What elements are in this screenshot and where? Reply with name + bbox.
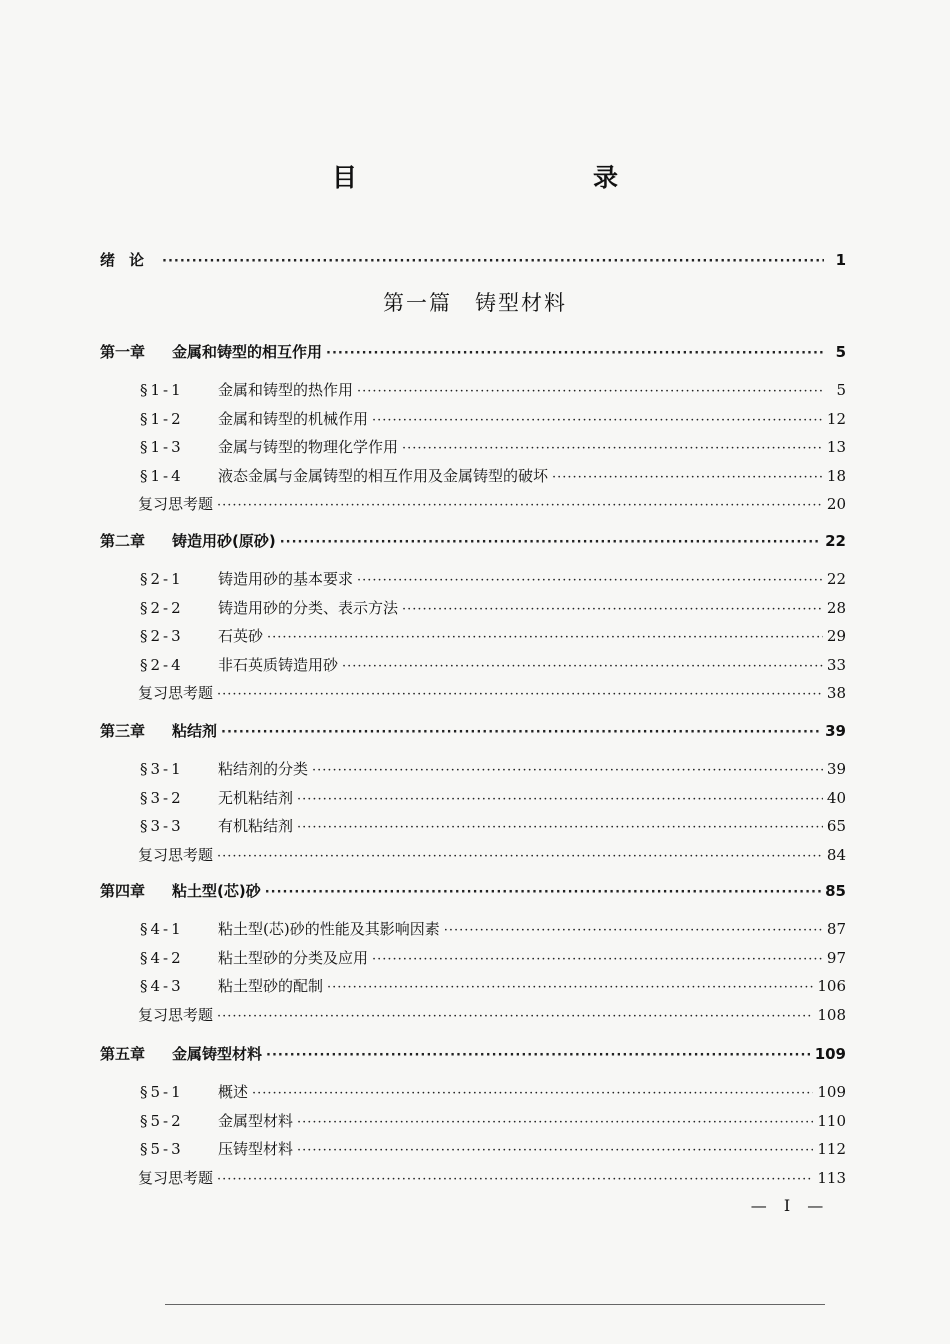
leader-dots (342, 656, 823, 678)
leader-dots (357, 381, 824, 403)
toc-intro-page: 1 (835, 251, 846, 269)
section-title: 有机粘结剂 (218, 817, 294, 835)
section-title: 压铸型材料 (218, 1140, 294, 1158)
section-title: 粘土型砂的分类及应用 (218, 948, 369, 967)
toc-chapter-row (100, 1043, 846, 1065)
section-page: 13 (826, 438, 846, 456)
leader-dots (217, 495, 823, 517)
toc-section-row (140, 379, 846, 401)
toc-review-row (138, 682, 846, 704)
leader-dots (357, 570, 823, 592)
toc-section-row (140, 597, 846, 619)
leader-dots (217, 1169, 813, 1191)
chapter-number: 第二章 (100, 532, 146, 550)
leader-dots (444, 920, 823, 942)
section-number: §1-2 (140, 409, 184, 428)
review-title: 复习思考题 (138, 684, 214, 702)
leader-dots (280, 532, 821, 554)
chapter-title: 金属和铸型的相互作用 (172, 343, 323, 361)
toc-section-row (140, 568, 846, 590)
toc-section-row (140, 918, 846, 940)
section-page: 112 (817, 1140, 846, 1158)
section-page: 110 (817, 1111, 846, 1130)
leader-dots (267, 627, 823, 649)
part-heading: 第一篇 铸型材料 (383, 291, 567, 315)
section-number: §3-3 (140, 817, 184, 835)
section-title: 金属与铸型的物理化学作用 (218, 438, 399, 456)
chapter-number: 第四章 (100, 882, 146, 900)
section-title: 石英砂 (218, 627, 264, 645)
section-page: 22 (826, 570, 846, 588)
section-page: 29 (826, 627, 846, 645)
section-page: 39 (826, 760, 846, 778)
toc-chapter-row (100, 720, 846, 742)
leader-dots (265, 882, 821, 904)
section-number: §2-1 (140, 570, 184, 588)
leader-dots (326, 343, 824, 365)
section-title: 粘土型(芯)砂的性能及其影响因素 (218, 920, 440, 938)
leader-dots (217, 1006, 813, 1028)
leader-dots (221, 722, 821, 744)
section-number: §5-2 (140, 1111, 184, 1130)
section-number: §1-1 (140, 381, 184, 399)
section-page: 18 (826, 466, 846, 485)
review-title: 复习思考题 (138, 845, 214, 864)
section-title: 概述 (218, 1083, 249, 1101)
leader-dots (327, 977, 813, 999)
section-page: 109 (817, 1083, 846, 1101)
toc-review-row (138, 1004, 846, 1026)
leader-dots (252, 1083, 813, 1105)
leader-dots (297, 1112, 813, 1134)
review-page: 108 (817, 1005, 846, 1024)
chapter-page: 85 (825, 882, 846, 900)
toc-review-row (138, 1167, 846, 1189)
toc-review-row (138, 493, 846, 515)
section-number: §4-3 (140, 977, 184, 995)
section-title: 非石英质铸造用砂 (218, 655, 339, 674)
section-title: 铸造用砂的基本要求 (218, 570, 354, 588)
chapter-page: 5 (835, 343, 846, 361)
section-number: §3-1 (140, 760, 184, 778)
toc-section-row (140, 1081, 846, 1103)
toc-section-row (140, 465, 846, 487)
review-title: 复习思考题 (138, 495, 214, 513)
leader-dots (266, 1045, 811, 1067)
page-title: 目 录 (331, 163, 680, 192)
chapter-number: 第一章 (100, 343, 146, 361)
chapter-page: 22 (825, 532, 846, 550)
leader-dots (217, 684, 823, 706)
section-page: 40 (826, 788, 846, 807)
section-number: §5-1 (140, 1083, 184, 1101)
toc-chapter-row (100, 341, 846, 363)
toc-intro-label: 绪论 (100, 251, 159, 269)
review-page: 38 (826, 684, 846, 702)
toc-section-row (140, 758, 846, 780)
toc-section-row (140, 947, 846, 969)
section-page: 65 (826, 817, 846, 835)
review-page: 84 (826, 845, 846, 864)
section-number: §4-2 (140, 948, 184, 967)
toc-chapter-row (100, 530, 846, 552)
section-page: 106 (817, 977, 846, 995)
section-title: 无机粘结剂 (218, 788, 294, 807)
section-number: §5-3 (140, 1140, 184, 1158)
leader-dots (297, 789, 823, 811)
leader-dots (297, 817, 823, 839)
review-title: 复习思考题 (138, 1168, 214, 1187)
chapter-page: 109 (814, 1045, 846, 1063)
toc-section-row (140, 787, 846, 809)
toc-section-row (140, 1138, 846, 1160)
section-page: 12 (826, 409, 846, 428)
toc-section-row (140, 975, 846, 997)
leader-dots (217, 846, 823, 868)
section-number: §2-3 (140, 627, 184, 645)
section-number: §4-1 (140, 920, 184, 938)
section-page: 28 (826, 598, 846, 617)
section-title: 粘结剂的分类 (218, 760, 309, 778)
section-page: 97 (826, 948, 846, 967)
section-title: 金属和铸型的机械作用 (218, 409, 369, 428)
chapter-title: 粘土型(芯)砂 (172, 882, 261, 900)
leader-dots (312, 760, 823, 782)
page-footer: — I — (750, 1196, 830, 1215)
section-page: 87 (826, 920, 846, 938)
review-title: 复习思考题 (138, 1005, 214, 1024)
toc-section-row (140, 408, 846, 430)
review-page: 113 (817, 1168, 846, 1187)
chapter-number: 第三章 (100, 722, 146, 740)
leader-dots (552, 467, 823, 489)
section-title: 金属和铸型的热作用 (218, 381, 354, 399)
chapter-title: 粘结剂 (172, 722, 218, 740)
leader-dots (402, 599, 823, 621)
section-number: §2-4 (140, 655, 184, 674)
toc-section-row (140, 1110, 846, 1132)
section-page: 33 (826, 655, 846, 674)
section-title: 液态金属与金属铸型的相互作用及金属铸型的破坏 (218, 466, 549, 485)
chapter-title: 金属铸型材料 (172, 1045, 263, 1063)
leader-dots (297, 1140, 813, 1162)
leader-dots (372, 410, 823, 432)
section-title: 金属型材料 (218, 1111, 294, 1130)
chapter-page: 39 (825, 722, 846, 740)
section-page: 5 (836, 381, 846, 399)
chapter-number: 第五章 (100, 1045, 146, 1063)
section-title: 粘土型砂的配制 (218, 977, 324, 995)
toc-intro (100, 249, 846, 271)
leader-dots (402, 438, 823, 460)
toc-section-row (140, 815, 846, 837)
leader-dots (162, 251, 824, 273)
toc-section-row (140, 436, 846, 458)
section-number: §1-3 (140, 438, 184, 456)
section-number: §3-2 (140, 788, 184, 807)
toc-section-row (140, 625, 846, 647)
section-number: §1-4 (140, 466, 184, 485)
section-title: 铸造用砂的分类、表示方法 (218, 598, 399, 617)
review-page: 20 (826, 495, 846, 513)
toc-section-row (140, 654, 846, 676)
section-number: §2-2 (140, 598, 184, 617)
toc-review-row (138, 844, 846, 866)
chapter-title: 铸造用砂(原砂) (172, 532, 276, 550)
toc-chapter-row (100, 880, 846, 902)
bottom-rule (165, 1304, 825, 1305)
leader-dots (372, 949, 823, 971)
